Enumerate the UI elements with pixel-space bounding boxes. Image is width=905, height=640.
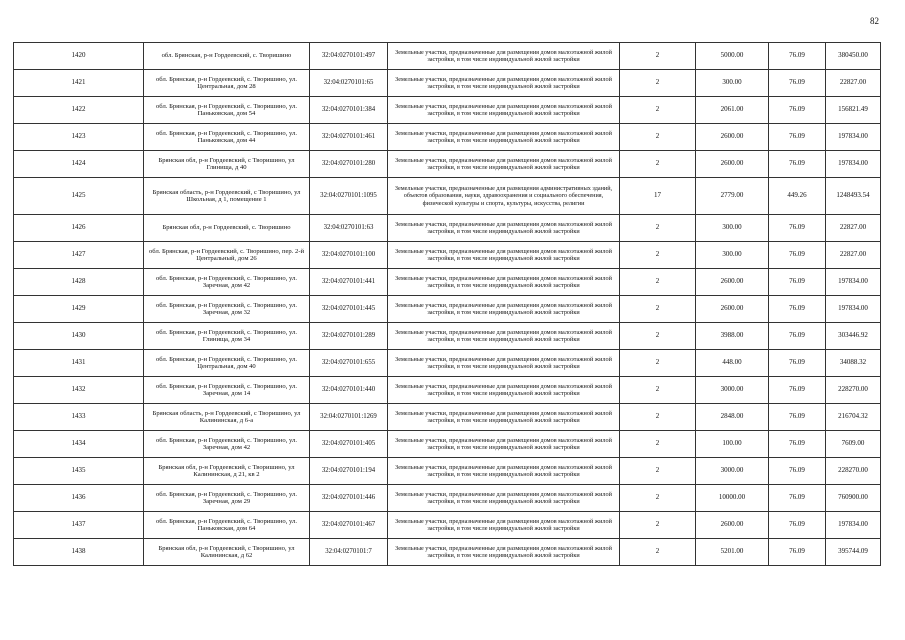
- address-cell: обл. Брянская, р-н Гордеевский, с. Творишино, ул. Заречная, дом 29: [144, 485, 310, 512]
- cadastral-value-cell: 395744.09: [826, 539, 881, 566]
- land-use-cell: Земельные участки, предназначенные для размещения домов малоэтажной жилой застройки, в том числе индивидуальной жилой застройки: [388, 151, 620, 178]
- rate-cell: 76.09: [769, 485, 826, 512]
- cadastral-number-cell: 32:04:0270101:384: [310, 97, 388, 124]
- land-use-cell: Земельные участки, предназначенные для размещения домов малоэтажной жилой застройки, в том числе индивидуальной жилой застройки: [388, 512, 620, 539]
- area-cell: 300.00: [696, 215, 769, 242]
- table-row: [14, 323, 881, 350]
- table-row: [14, 512, 881, 539]
- address-cell: обл. Брянская, р-н Гордеевский, с. Творишино, ул. Центральная, дом 40: [144, 350, 310, 377]
- address-cell: обл. Брянская, р-н Гордеевский, с. Творишино, ул. Заречная, дом 14: [144, 377, 310, 404]
- address-cell: обл. Брянская, р-н Гордеевский, с. Творишино, ул. Паньковская, дом 64: [144, 512, 310, 539]
- land-use-cell: Земельные участки, предназначенные для размещения домов малоэтажной жилой застройки, в том числе индивидуальной жилой застройки: [388, 296, 620, 323]
- rate-cell: 76.09: [769, 70, 826, 97]
- area-cell: 448.00: [696, 350, 769, 377]
- cadastral-number-cell: 32:04:0270101:7: [310, 539, 388, 566]
- row-number: 1424: [14, 151, 144, 178]
- cadastral-value-cell: 197834.00: [826, 296, 881, 323]
- cadastral-value-cell: 197834.00: [826, 124, 881, 151]
- land-use-cell: Земельные участки, предназначенные для размещения домов малоэтажной жилой застройки, в том числе индивидуальной жилой застройки: [388, 458, 620, 485]
- land-plots-table: [13, 42, 881, 566]
- area-cell: 10000.00: [696, 485, 769, 512]
- cadastral-number-cell: 32:04:0270101:467: [310, 512, 388, 539]
- rate-cell: 76.09: [769, 97, 826, 124]
- row-number: 1437: [14, 512, 144, 539]
- group-cell: 2: [620, 377, 696, 404]
- area-cell: 3988.00: [696, 323, 769, 350]
- land-use-cell: Земельные участки, предназначенные для размещения домов малоэтажной жилой застройки, в том числе индивидуальной жилой застройки: [388, 431, 620, 458]
- row-number: 1427: [14, 242, 144, 269]
- rate-cell: 76.09: [769, 124, 826, 151]
- group-cell: 2: [620, 70, 696, 97]
- area-cell: 3000.00: [696, 377, 769, 404]
- cadastral-number-cell: 32:04:0270101:65: [310, 70, 388, 97]
- land-use-cell: Земельные участки, предназначенные для размещения домов малоэтажной жилой застройки, в том числе индивидуальной жилой застройки: [388, 377, 620, 404]
- area-cell: 2600.00: [696, 269, 769, 296]
- area-cell: 300.00: [696, 70, 769, 97]
- cadastral-value-cell: 7609.00: [826, 431, 881, 458]
- land-use-cell: Земельные участки, предназначенные для размещения домов малоэтажной жилой застройки, в том числе индивидуальной жилой застройки: [388, 323, 620, 350]
- land-use-cell: Земельные участки, предназначенные для размещения домов малоэтажной жилой застройки, в том числе индивидуальной жилой застройки: [388, 242, 620, 269]
- row-number: 1438: [14, 539, 144, 566]
- cadastral-number-cell: 32:04:0270101:441: [310, 269, 388, 296]
- cadastral-number-cell: 32:04:0270101:289: [310, 323, 388, 350]
- table-row: [14, 242, 881, 269]
- cadastral-number-cell: 32:04:0270101:100: [310, 242, 388, 269]
- cadastral-value-cell: 197834.00: [826, 151, 881, 178]
- cadastral-value-cell: 228270.00: [826, 377, 881, 404]
- cadastral-number-cell: 32:04:0270101:445: [310, 296, 388, 323]
- address-cell: обл. Брянская, р-н Гордеевский, с. Творишино, ул. Заречная, дом 32: [144, 296, 310, 323]
- address-cell: обл. Брянская, р-н Гордеевский, с. Творишино, ул. Паньковская, дом 44: [144, 124, 310, 151]
- table-row: [14, 485, 881, 512]
- rate-cell: 76.09: [769, 43, 826, 70]
- area-cell: 5201.00: [696, 539, 769, 566]
- rate-cell: 76.09: [769, 323, 826, 350]
- table-row: [14, 269, 881, 296]
- cadastral-value-cell: 197834.00: [826, 269, 881, 296]
- group-cell: 2: [620, 151, 696, 178]
- cadastral-number-cell: 32:04:0270101:461: [310, 124, 388, 151]
- rate-cell: 76.09: [769, 269, 826, 296]
- address-cell: Брянская обл, р-н Гордеевский, с. Творишино: [144, 215, 310, 242]
- area-cell: 3000.00: [696, 458, 769, 485]
- area-cell: 2600.00: [696, 512, 769, 539]
- cadastral-value-cell: 156821.49: [826, 97, 881, 124]
- row-number: 1420: [14, 43, 144, 70]
- address-cell: обл. Брянская, р-н Гордеевский, с. Творишино, ул. Паньковская, дом 54: [144, 97, 310, 124]
- table-row: [14, 350, 881, 377]
- row-number: 1423: [14, 124, 144, 151]
- row-number: 1425: [14, 178, 144, 215]
- row-number: 1433: [14, 404, 144, 431]
- cadastral-number-cell: 32:04:0270101:655: [310, 350, 388, 377]
- table-row: [14, 458, 881, 485]
- land-use-cell: Земельные участки, предназначенные для размещения домов малоэтажной жилой застройки, в том числе индивидуальной жилой застройки: [388, 70, 620, 97]
- address-cell: обл. Брянская, р-н Гордеевский, с. Творишино, ул. Центральная, дом 28: [144, 70, 310, 97]
- address-cell: обл. Брянская, р-н Гордеевский, с. Творишино, пер. 2-й Центральный, дом 26: [144, 242, 310, 269]
- area-cell: 2779.00: [696, 178, 769, 215]
- land-use-cell: Земельные участки, предназначенные для размещения домов малоэтажной жилой застройки, в том числе индивидуальной жилой застройки: [388, 404, 620, 431]
- address-cell: обл. Брянская, р-н Гордеевский, с. Творишино, ул. Заречная, дом 42: [144, 431, 310, 458]
- rate-cell: 449.26: [769, 178, 826, 215]
- rate-cell: 76.09: [769, 431, 826, 458]
- land-use-cell: Земельные участки, предназначенные для размещения домов малоэтажной жилой застройки, в том числе индивидуальной жилой застройки: [388, 350, 620, 377]
- group-cell: 2: [620, 43, 696, 70]
- land-use-cell: Земельные участки, предназначенные для размещения домов малоэтажной жилой застройки, в том числе индивидуальной жилой застройки: [388, 269, 620, 296]
- area-cell: 2848.00: [696, 404, 769, 431]
- rate-cell: 76.09: [769, 404, 826, 431]
- cadastral-value-cell: 22827.00: [826, 215, 881, 242]
- row-number: 1436: [14, 485, 144, 512]
- area-cell: 2600.00: [696, 151, 769, 178]
- rate-cell: 76.09: [769, 350, 826, 377]
- rate-cell: 76.09: [769, 215, 826, 242]
- area-cell: 2600.00: [696, 124, 769, 151]
- group-cell: 2: [620, 242, 696, 269]
- area-cell: 100.00: [696, 431, 769, 458]
- table-row: [14, 404, 881, 431]
- group-cell: 17: [620, 178, 696, 215]
- rate-cell: 76.09: [769, 539, 826, 566]
- cadastral-value-cell: 228270.00: [826, 458, 881, 485]
- land-use-cell: Земельные участки, предназначенные для размещения домов малоэтажной жилой застройки, в том числе индивидуальной жилой застройки: [388, 124, 620, 151]
- cadastral-value-cell: 216704.32: [826, 404, 881, 431]
- cadastral-value-cell: 1248493.54: [826, 178, 881, 215]
- cadastral-value-cell: 22827.00: [826, 70, 881, 97]
- cadastral-number-cell: 32:04:0270101:497: [310, 43, 388, 70]
- group-cell: 2: [620, 404, 696, 431]
- row-number: 1428: [14, 269, 144, 296]
- group-cell: 2: [620, 485, 696, 512]
- address-cell: Брянская область, р-н Гордеевский, с Творишино, ул Школьная, д 1, помещение 1: [144, 178, 310, 215]
- area-cell: 5000.00: [696, 43, 769, 70]
- cadastral-number-cell: 32:04:0270101:405: [310, 431, 388, 458]
- cadastral-number-cell: 32:04:0270101:194: [310, 458, 388, 485]
- land-use-cell: Земельные участки, предназначенные для размещения домов малоэтажной жилой застройки, в том числе индивидуальной жилой застройки: [388, 43, 620, 70]
- table-row: [14, 296, 881, 323]
- rate-cell: 76.09: [769, 151, 826, 178]
- address-cell: обл. Брянская, р-н Гордеевский, с. Творишино, ул. Глинища, дом 34: [144, 323, 310, 350]
- rate-cell: 76.09: [769, 242, 826, 269]
- rate-cell: 76.09: [769, 512, 826, 539]
- table-row: [14, 43, 881, 70]
- cadastral-number-cell: 32:04:0270101:1095: [310, 178, 388, 215]
- row-number: 1432: [14, 377, 144, 404]
- group-cell: 2: [620, 269, 696, 296]
- land-use-cell: Земельные участки, предназначенные для размещения домов малоэтажной жилой застройки, в том числе индивидуальной жилой застройки: [388, 485, 620, 512]
- row-number: 1435: [14, 458, 144, 485]
- address-cell: Брянская обл, р-н Гордеевский, с Творишино, ул Глинища, д 40: [144, 151, 310, 178]
- table-row: [14, 539, 881, 566]
- group-cell: 2: [620, 539, 696, 566]
- area-cell: 300.00: [696, 242, 769, 269]
- cadastral-value-cell: 197834.00: [826, 512, 881, 539]
- address-cell: обл. Брянская, р-н Гордеевский, с. Творишино: [144, 43, 310, 70]
- address-cell: Брянская обл, р-н Гордеевский, с Творишино, ул Калининская, д 21, кв 2: [144, 458, 310, 485]
- group-cell: 2: [620, 350, 696, 377]
- cadastral-value-cell: 34088.32: [826, 350, 881, 377]
- table-row: [14, 431, 881, 458]
- row-number: 1429: [14, 296, 144, 323]
- group-cell: 2: [620, 323, 696, 350]
- rate-cell: 76.09: [769, 296, 826, 323]
- table-row: [14, 70, 881, 97]
- cadastral-value-cell: 22827.00: [826, 242, 881, 269]
- group-cell: 2: [620, 124, 696, 151]
- row-number: 1434: [14, 431, 144, 458]
- row-number: 1430: [14, 323, 144, 350]
- page-number: 82: [870, 16, 879, 26]
- land-use-cell: Земельные участки, предназначенные для размещения домов малоэтажной жилой застройки, в том числе индивидуальной жилой застройки: [388, 539, 620, 566]
- land-use-cell: Земельные участки, предназначенные для размещения домов малоэтажной жилой застройки, в том числе индивидуальной жилой застройки: [388, 97, 620, 124]
- table-row: [14, 215, 881, 242]
- rate-cell: 76.09: [769, 377, 826, 404]
- table-row: [14, 151, 881, 178]
- row-number: 1426: [14, 215, 144, 242]
- cadastral-number-cell: 32:04:0270101:446: [310, 485, 388, 512]
- address-cell: Брянская обл, р-н Гордеевский, с Творишино, ул Калининская, д 62: [144, 539, 310, 566]
- group-cell: 2: [620, 97, 696, 124]
- table-row: [14, 124, 881, 151]
- table-row: [14, 178, 881, 215]
- group-cell: 2: [620, 512, 696, 539]
- row-number: 1421: [14, 70, 144, 97]
- group-cell: 2: [620, 431, 696, 458]
- rate-cell: 76.09: [769, 458, 826, 485]
- address-cell: Брянская область, р-н Гордеевский, с Творишино, ул Калининская, д 6-а: [144, 404, 310, 431]
- cadastral-value-cell: 303446.92: [826, 323, 881, 350]
- row-number: 1422: [14, 97, 144, 124]
- land-use-cell: Земельные участки, предназначенные для размещения административных зданий, объектов образования, науки, здравоохранения и социального обеспечения, физической культуры и спорта, культуры, искусства, религии: [388, 178, 620, 215]
- cadastral-number-cell: 32:04:0270101:63: [310, 215, 388, 242]
- area-cell: 2061.00: [696, 97, 769, 124]
- group-cell: 2: [620, 215, 696, 242]
- cadastral-value-cell: 760900.00: [826, 485, 881, 512]
- area-cell: 2600.00: [696, 296, 769, 323]
- table-row: [14, 377, 881, 404]
- group-cell: 2: [620, 458, 696, 485]
- group-cell: 2: [620, 296, 696, 323]
- cadastral-number-cell: 32:04:0270101:440: [310, 377, 388, 404]
- row-number: 1431: [14, 350, 144, 377]
- cadastral-number-cell: 32:04:0270101:1269: [310, 404, 388, 431]
- land-use-cell: Земельные участки, предназначенные для размещения домов малоэтажной жилой застройки, в том числе индивидуальной жилой застройки: [388, 215, 620, 242]
- cadastral-value-cell: 380450.00: [826, 43, 881, 70]
- table-row: [14, 97, 881, 124]
- address-cell: обл. Брянская, р-н Гордеевский, с. Творишино, ул. Заречная, дом 42: [144, 269, 310, 296]
- cadastral-number-cell: 32:04:0270101:280: [310, 151, 388, 178]
